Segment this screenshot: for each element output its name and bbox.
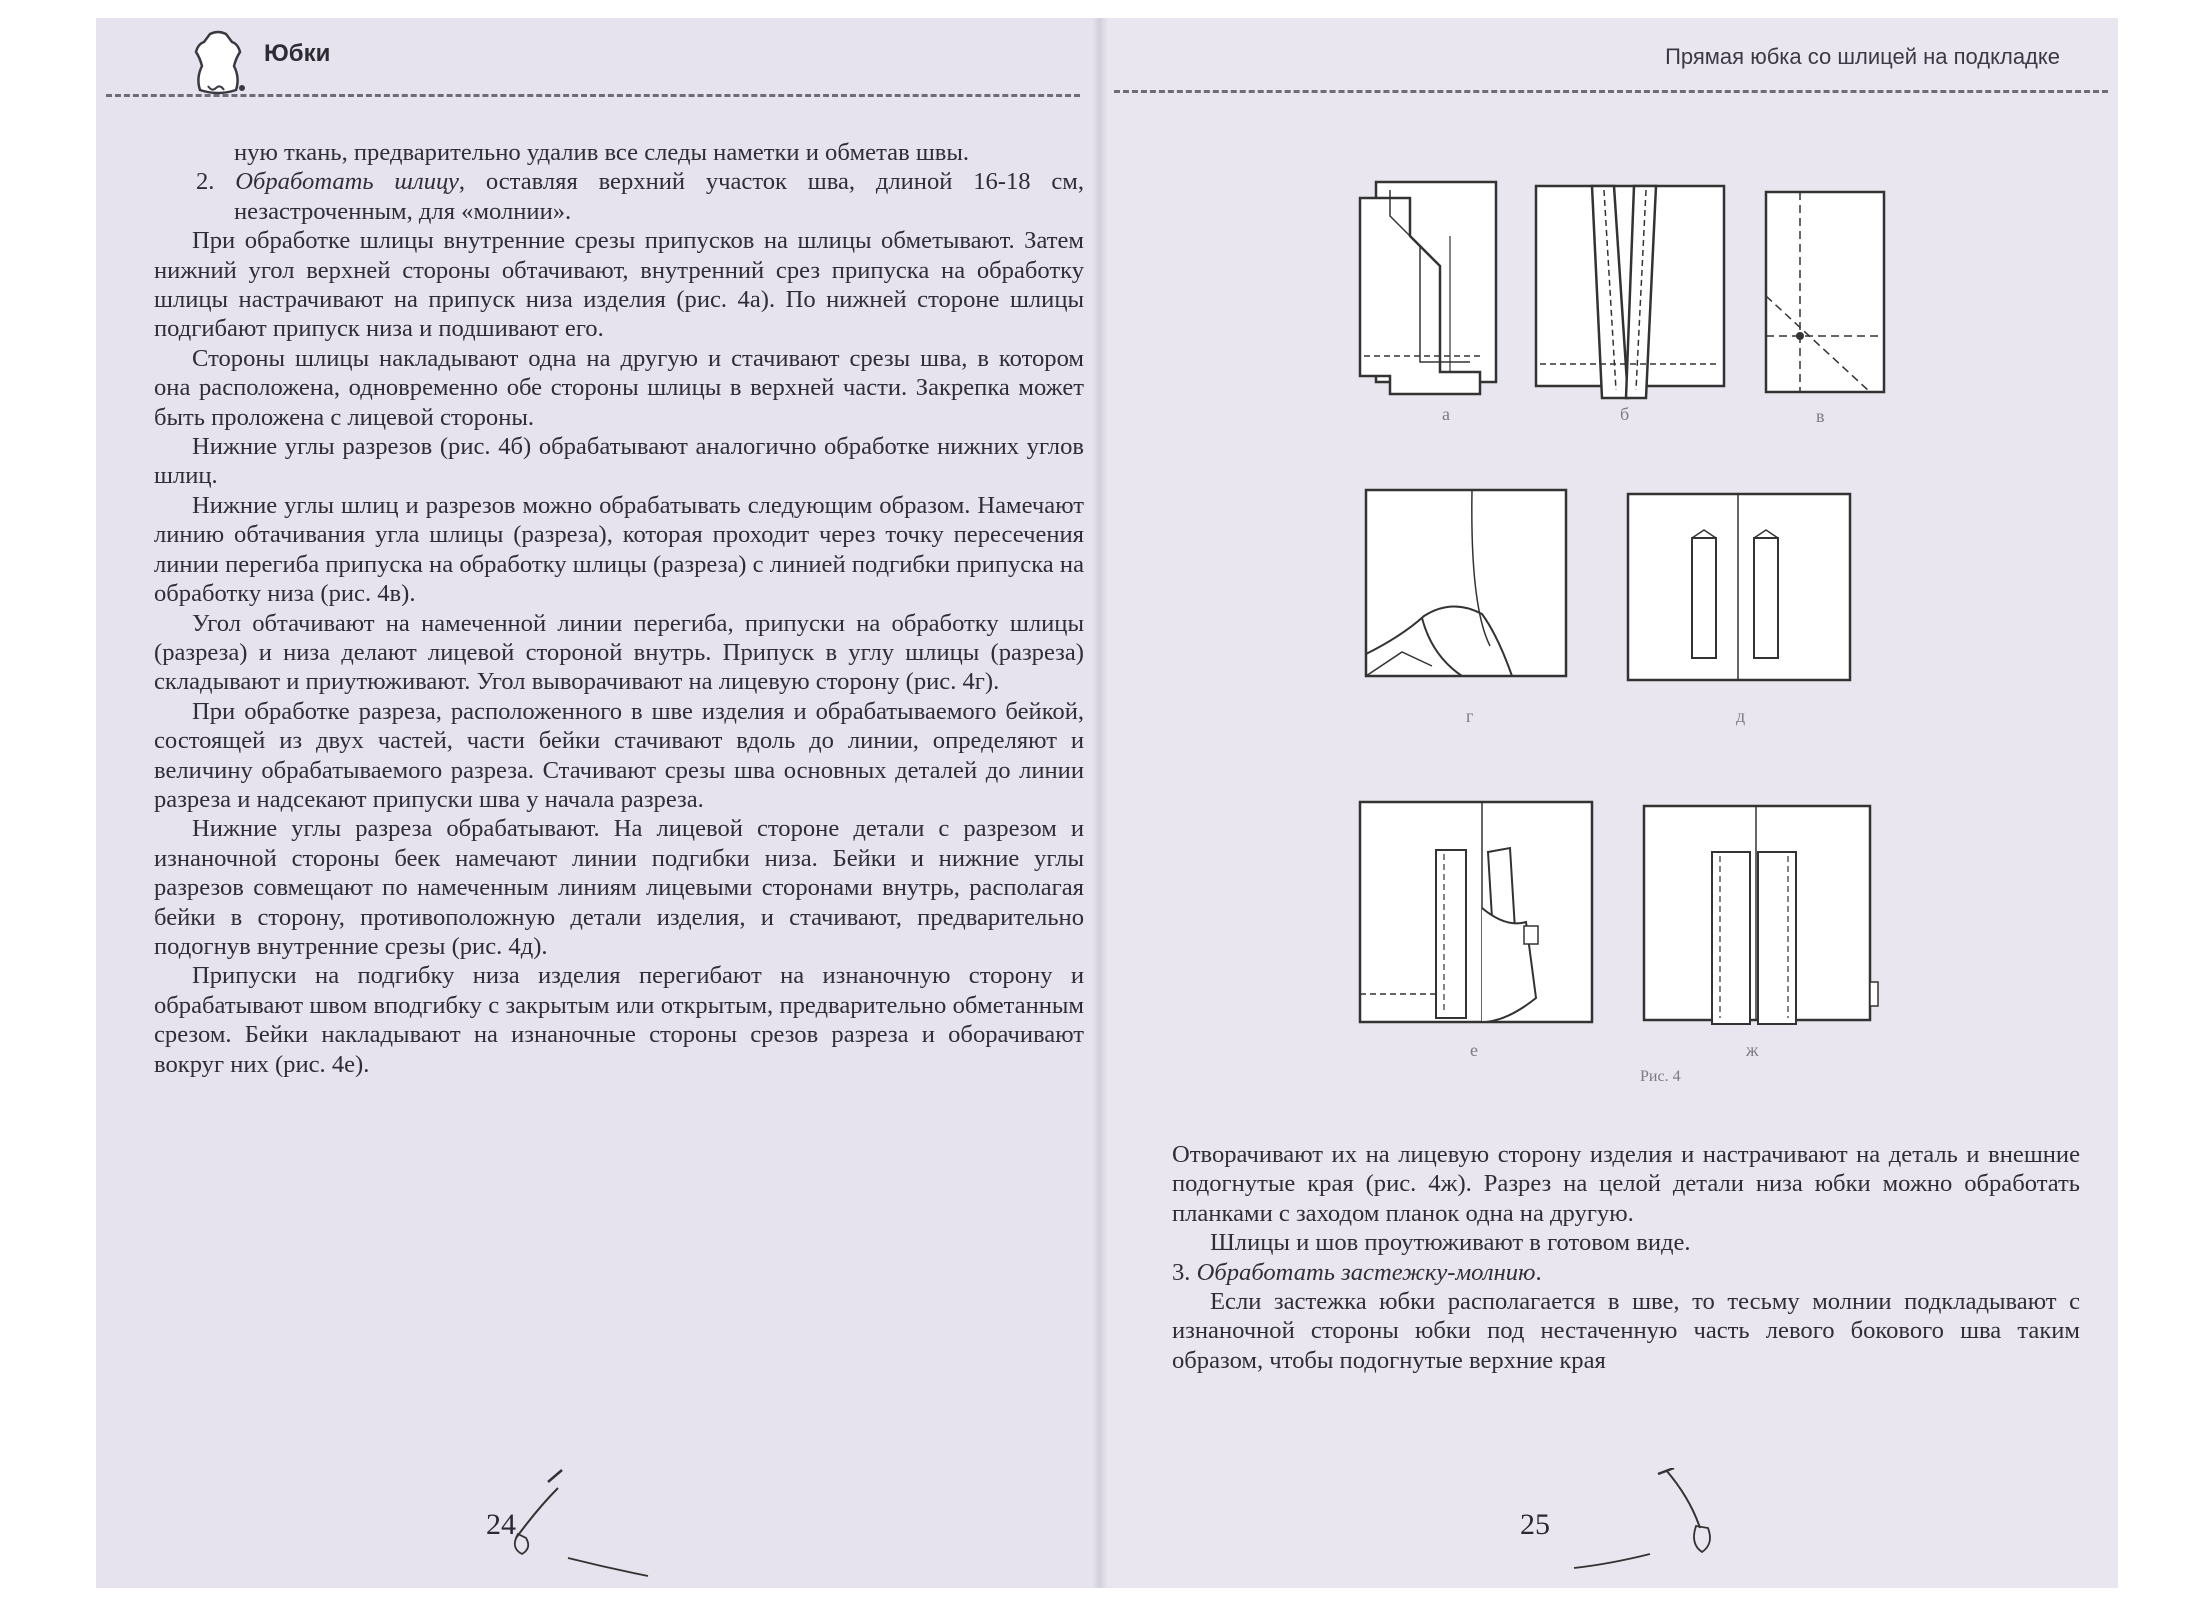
figure-4g	[1362, 486, 1572, 686]
left-body-text	[154, 138, 1084, 1079]
figure-label: а	[1442, 404, 1450, 424]
paragraph: Нижние углы разрезов (рис. 4б) обрабатывают аналогично обработке нижних углов шлиц.	[154, 433, 1084, 490]
figure-label: г	[1466, 706, 1474, 726]
step-number: 2.	[196, 168, 215, 196]
paragraph: Нижние углы разреза обрабатывают. На лицевой стороне детали с разрезом и изнаночной стороны беек намечают линии подгибки низа. Бейки и нижние углы разрезов совмещают по намеченным линиям лицевыми сторонами внутрь, располагая бейки в сторону, противоположную детали изделия, и стачивают, предварительно подогнув внутренние срезы (рис. 4д).	[154, 815, 1084, 960]
figure-4a	[1350, 176, 1510, 416]
step-text: , оставляя верхний участок шва, длиной 16-18 см, незастроченным, для «молнии».	[234, 168, 1085, 225]
needle-thread-ornament-icon	[1570, 1468, 1730, 1578]
step-title: Обработать шлицу	[235, 168, 459, 196]
header-dashed-line	[1114, 90, 2108, 93]
figure-4v	[1760, 186, 1890, 406]
figure-label: д	[1736, 706, 1746, 726]
paragraph: ную ткань, предварительно удалив все следы наметки и обметав швы.	[234, 139, 970, 166]
paragraph: При обработке шлицы внутренние срезы припусков на шлицы обметывают. Затем нижний угол верхней стороны обтачивают, внутренний срез припуска на обработку шлицы настрачивают на припуск низа изделия (рис. 4а). По нижней стороне шлицы подгибают припуск низа и подшивают его.	[154, 227, 1084, 343]
paragraph: Отворачивают их на лицевую сторону изделия и настрачивают на деталь и внешние подогнутые края (рис. 4ж). Разрез на целой детали низа юбки можно обработать планками с заходом планок одна на другую.	[1172, 1141, 2080, 1227]
dress-form-logo-icon	[188, 28, 248, 98]
figure-label: б	[1620, 404, 1630, 424]
spine-gutter	[1092, 18, 1108, 1588]
needle-thread-ornament-icon	[508, 1468, 658, 1578]
header-dashed-line	[106, 94, 1080, 97]
paragraph: Стороны шлицы накладывают одна на другую и стачивают срезы шва, в котором она расположена, одновременно обе стороны шлицы в верхней части. Закрепка может быть проложена с лицевой стороны.	[154, 344, 1084, 431]
numbered-step	[1172, 1258, 2080, 1287]
page-number-right: 25	[1520, 1508, 1550, 1541]
paragraph: Припуски на подгибку низа изделия перегибают на изнаночную сторону и обрабатывают швом вподгибку с закрытым или открытым, предварительно обметанным срезом. Бейки накладывают на изнаночные стороны срезов разреза и оборачивают вокруг них (рис. 4е).	[154, 962, 1084, 1078]
figure-4e	[1356, 798, 1596, 1034]
figure-label: в	[1816, 406, 1825, 426]
numbered-step	[154, 167, 1084, 226]
figure-4d	[1624, 490, 1854, 686]
page-number-left: 24	[486, 1508, 516, 1541]
paragraph: При обработке разреза, расположенного в шве изделия и обрабатываемого бейкой, состоящей из двух частей, части бейки стачивают вдоль до линии, определяют и величину обрабатываемого разреза. Стачивают срезы шва основных деталей до линии разреза и надсекают припуски шва у начала разреза.	[154, 697, 1084, 813]
figure-4b	[1530, 180, 1730, 420]
paragraph: Если застежка юбки располагается в шве, то тесьму молнии подкладывают с изнаночной стороны юбки под нестаченную часть левого бокового шва таким образом, чтобы подогнутые верхние края	[1172, 1288, 2080, 1374]
figure-4zh	[1640, 802, 1880, 1034]
step-text: .	[1535, 1258, 1542, 1286]
right-body-text	[1172, 1140, 2080, 1375]
paragraph: Шлицы и шов проутюживают в готовом виде.	[1210, 1229, 1691, 1257]
running-head-left: Юбки	[264, 40, 331, 67]
left-page	[96, 18, 1100, 1588]
figure-label: ж	[1746, 1040, 1759, 1060]
step-title: Обработать застежку-молнию	[1196, 1258, 1536, 1286]
paragraph: Угол обтачивают на намеченной линии перегиба, припуски на обработку шлицы (разреза) и низа делают лицевой стороной внутрь. Припуск в углу шлицы (разреза) складывают и приутюживают. Угол выворачивают на лицевую сторону (рис. 4г).	[154, 609, 1084, 696]
figure-label: е	[1470, 1040, 1478, 1060]
running-head-right: Прямая юбка со шлицей на подкладке	[1665, 44, 2060, 69]
figure-caption: Рис. 4	[1640, 1068, 1681, 1085]
paragraph: Нижние углы шлиц и разрезов можно обрабатывать следующим образом. Намечают линию обтачивания угла шлицы (разреза), которая проходит через точку пересечения линии перегиба припуска на обработку шлицы (разреза) с линией подгибки припуска на обработку низа (рис. 4в).	[154, 491, 1084, 608]
step-number: 3.	[1172, 1258, 1191, 1286]
